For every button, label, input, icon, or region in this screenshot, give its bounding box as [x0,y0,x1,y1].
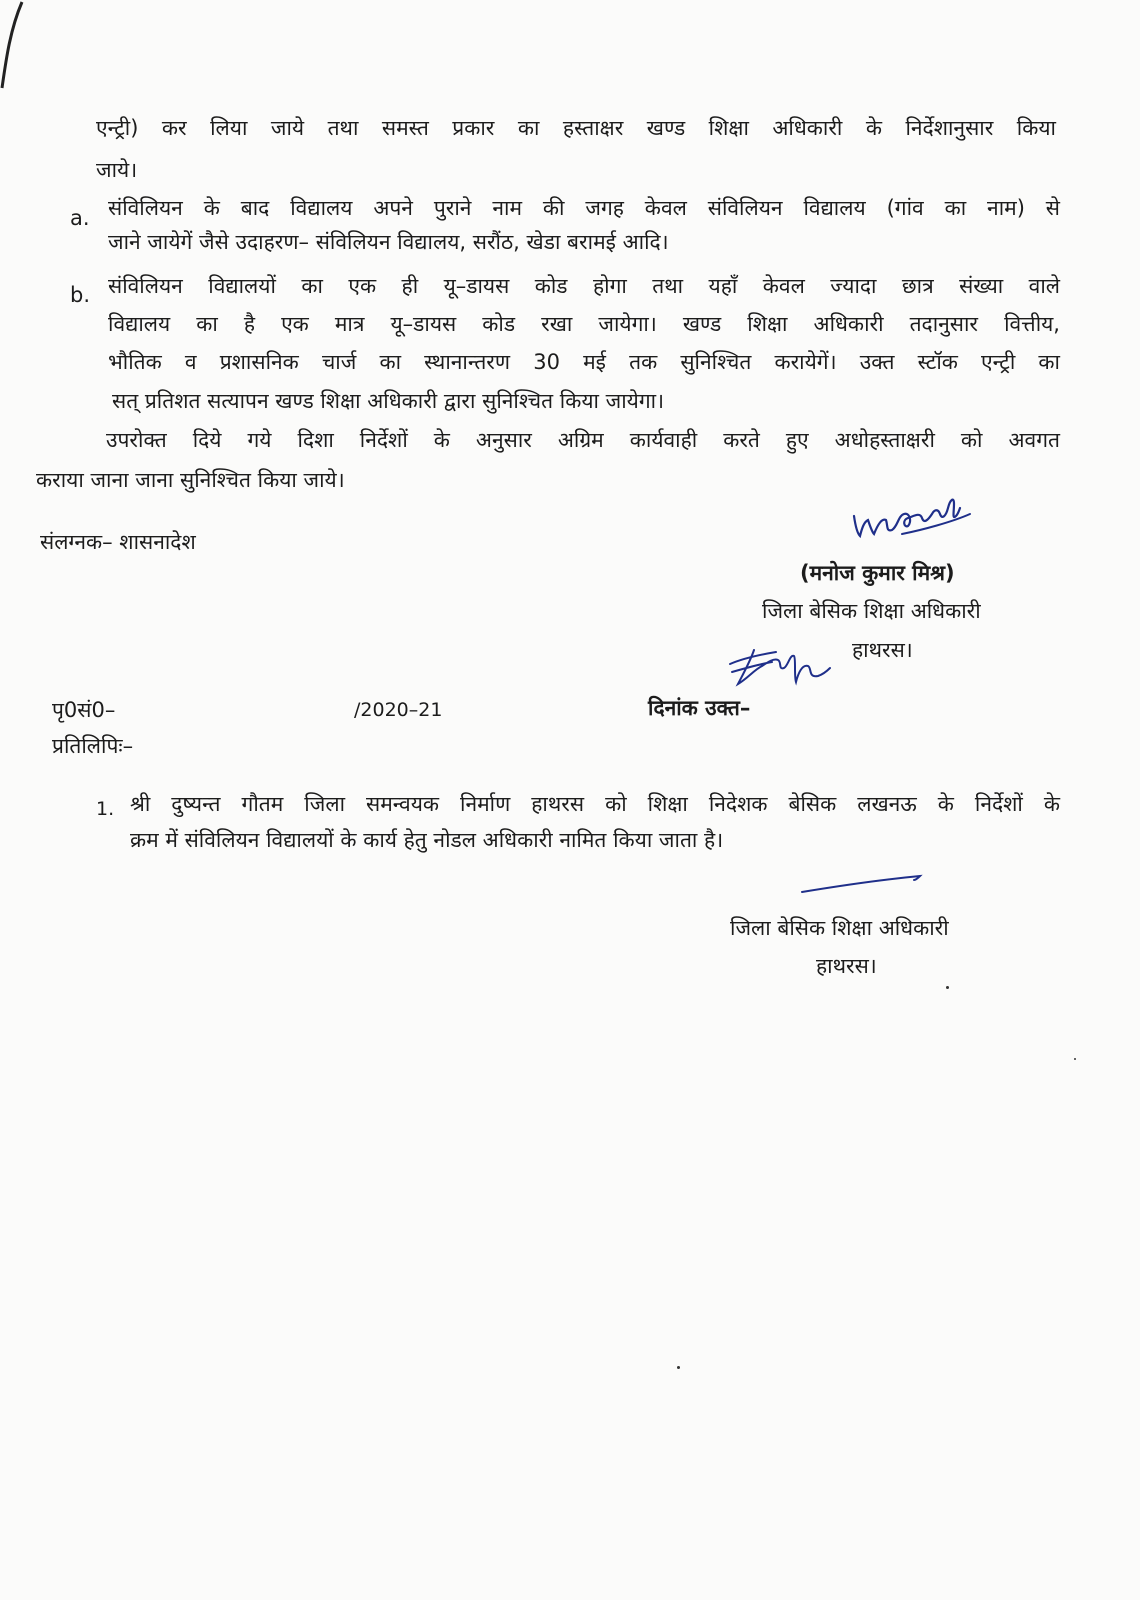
para-top-line1: एन्ट्री) कर लिया जाये तथा समस्त प्रकार का हस्ताक्षर खण्ड शिक्षा अधिकारी के निर्देशानुसार किया [96,116,1056,140]
signatory-designation: जिला बेसिक शिक्षा अधिकारी [762,599,981,623]
signature-stroke [798,872,928,896]
copy-to-heading: प्रतिलिपिः– [52,734,134,758]
reference-number-label: पृ0सं0– [52,698,116,722]
signatory2-place: हाथरस। [816,954,877,978]
initials-signature [724,640,834,690]
ink-speck [677,1366,680,1369]
para-top-line2: जाये। [96,158,138,182]
page-edge-mark [0,0,40,90]
reference-year: /2020–21 [354,699,443,721]
signatory-name: (मनोज कुमार मिश्र) [800,561,955,585]
ink-speck [1074,1058,1076,1060]
item-a-label: a. [70,206,90,230]
handwritten-signature [842,478,982,548]
copy-item-line1: श्री दुष्यन्त गौतम जिला समन्वयक निर्माण हाथरस को शिक्षा निदेशक बेसिक लखनऊ के निर्देशों के [130,792,1060,816]
attachment-note: संलग्नक– शासनादेश [40,530,196,554]
copy-item-number: 1. [96,798,115,820]
item-b-line4: सत् प्रतिशत सत्यापन खण्ड शिक्षा अधिकारी द्वारा सुनिश्चित किया जायेगा। [112,389,665,413]
signatory2-designation: जिला बेसिक शिक्षा अधिकारी [730,916,949,940]
reference-date-label: दिनांक उक्त– [648,696,751,720]
closing-line1: उपरोक्त दिये गये दिशा निर्देशों के अनुसार अग्रिम कार्यवाही करते हुए अधोहस्ताक्षरी को अवगत [106,428,1060,452]
item-b-line3: भौतिक व प्रशासनिक चार्ज का स्थानान्तरण 30 मई तक सुनिश्चित करायेगें। उक्त स्टॉक एन्ट्री का [108,350,1060,374]
ink-speck [946,986,949,989]
item-b-label: b. [70,283,91,307]
item-a-line2: जाने जायेगें जैसे उदाहरण– संविलियन विद्यालय, सरौंठ, खेडा बरामई आदि। [108,230,669,254]
item-b-line1: संविलियन विद्यालयों का एक ही यू–डायस कोड होगा तथा यहाँ केवल ज्यादा छात्र संख्या वाले [108,274,1060,298]
closing-line2: कराया जाना जाना सुनिश्चित किया जाये। [36,468,345,492]
item-b-line2: विद्यालय का है एक मात्र यू–डायस कोड रखा जायेगा। खण्ड शिक्षा अधिकारी तदानुसार वित्तीय, [108,312,1060,336]
signatory-place: हाथरस। [852,638,913,662]
item-a-line1: संविलियन के बाद विद्यालय अपने पुराने नाम की जगह केवल संविलियन विद्यालय (गांव का नाम) से [108,196,1060,220]
copy-item-line2: क्रम में संविलियन विद्यालयों के कार्य हेतु नोडल अधिकारी नामित किया जाता है। [130,828,724,852]
